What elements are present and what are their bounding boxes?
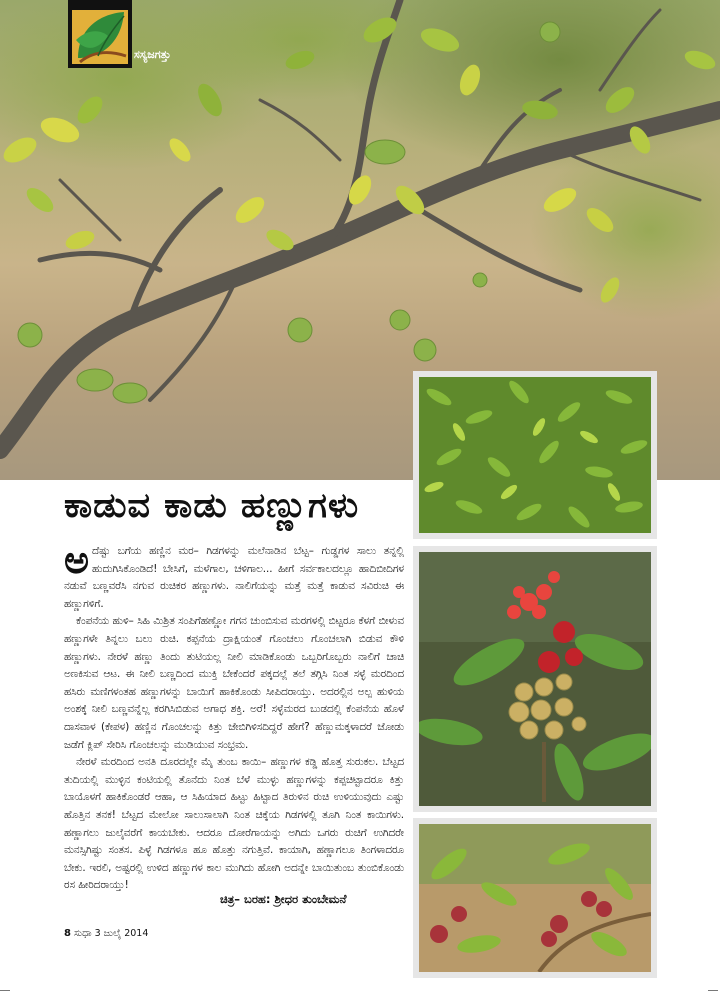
article-title: ಕಾಡುವ ಕಾಡು ಹಣ್ಣುಗಳು [64, 486, 360, 526]
photo-shrub-leaves [413, 371, 657, 539]
leaf-logo-icon [68, 0, 132, 68]
paragraph-1-text: ದೆಷ್ಟು ಬಗೆಯ ಹಣ್ಣಿನ ಮರ– ಗಿಡಗಳನ್ನು ಮಲೆನಾಡಿನ ಬೆಟ್ಟ– ಗುಡ್ಡಗಳ ಸಾಲು ತನ್ನಲ್ಲಿ ಹುದುಗಿಸಿಕೊಂಡಿದೆ! ಬೇಸಿಗೆ, ಮಳೆಗಾಲ, ಚಳಿಗಾಲ... ಹೀಗೆ ಸರ್ವಕಾಲದಲ್ಲೂ ಹಾದಿಬೀದಿಗಳ ನಡುವೆ ಬಣ್ಣವರೆಸಿ ನಗುವ ರುಚಿಕರ ಹಣ್ಣುಗಳು. ನಾಲಿಗೆಯನ್ನು ಮತ್ತೆ ಮತ್ತೆ ಕಾಡುವ ಸವಿರುಚಿ ಈ ಹಣ್ಣುಗಳಿಗೆ. [64, 545, 404, 610]
publication-date: ಸುಧಾ 3 ಜುಲೈ 2014 [74, 928, 149, 939]
section-logo [68, 0, 132, 68]
article-body [64, 538, 404, 895]
paragraph-3: ನೇರಳೆ ಮರದಿಂದ ಅನತಿ ದೂರದಲ್ಲೇ ಮೈ ತುಂಬ ಕಾಯಿ– ಹಣ್ಣುಗಳ ಕಡ್ಡಿ ಹೊತ್ತ ಸುರುಕಲ. ಬೆಟ್ಟದ ತುದಿಯಲ್ಲಿ ಮುಳ್ಳಿನ ಕಂಟಿಯಲ್ಲಿ ತೊನೆದು ನಿಂತ ಬೆಳೆ ಮುಳ್ಳು ಹಣ್ಣುಗಳನ್ನು ಕಪ್ಪಚಿಟ್ಟಾದರೂ ಕಿತ್ತು ಬಾಯೊಳಗೆ ಹಾಕಿಕೊಂಡರೆ ಆಹಾ, ಆ ಸಿಹಿಯಾದ ಹಿಟ್ಟು ಹಿಟ್ಟಾದ ತಿರುಳಿನ ರುಚಿ ಉಳಿಯುವುದು ಎಷ್ಟು ಹೊತ್ತಿನ ತನಕ! ಬೆಟ್ಟದ ಮೇಲೋ ಸಾಲುಸಾಲಾಗಿ ನಿಂತ ಚಿಕ್ಕೆಯ ಗಿಡಗಳಲ್ಲಿ ತೂಗಿ ನಿಂತ ಕಾಯಿಗಳು. ಹಣ್ಣಾಗಲು ಜುಲೈವರೆಗೆ ಕಾಯಬೇಕು. ಆದರೂ ದೋರೆಗಾಯನ್ನು ಅಗಿದು ಒಗರು ರುಚಿಗೆ ಉಗಿದರೇ ಮನಸ್ಸಿಗಿಷ್ಟು ಸಂತಸ. ಪಿಳ್ಳೆ ಗಿಡಗಳೂ ಹೂ ಹೊತ್ತು ನಗುತ್ತಿವೆ. ಕಾಯಾಗಿ, ಹಣ್ಣಾಗಲೂ ತಿಂಗಳಾದರೂ ಬೇಕು. ಇರಲಿ, ಅಷ್ಟರಲ್ಲಿ ಉಳಿದ ಹಣ್ಣುಗಳ ಕಾಲ ಮುಗಿದು ಹೋಗಿ ಅದನ್ನೇ ಬಾಯಿತುಂಬ ತುಂಬಿಕೊಂಡು ರಸ ಹೀರಿದರಾಯ್ತು! [64, 756, 404, 892]
dropcap: ಅ [64, 538, 90, 582]
photo-berries-flowers [413, 546, 657, 812]
photo-red-berries-branch [413, 818, 657, 978]
paragraph-1 [64, 538, 404, 613]
page-number: 8 [64, 928, 71, 939]
paragraph-2: ಕೆಂಪನೆಯ ಹುಳಿ– ಸಿಹಿ ಮಿಶ್ರಿತ ಸಂಪಿಗೆಹಣ್ಣೋ ಗಗನ ಚುಂಬಿಸುವ ಮರಗಳಲ್ಲಿ ಬಿಟ್ಟರೂ ಕೆಳಗೆ ಬೀಳುವ ಹಣ್ಣುಗಳೇ ತಿನ್ನಲು ಬಲು ರುಚಿ. ಕಪ್ಪನೆಯ ದ್ರಾಕ್ಷಿಯಂತೆ ಗೊಂಚಲು ಗೊಂಚಲಾಗಿ ಬಿಡುವ ಕೌಳಿ ಹಣ್ಣುಗಳು. ನೇರಳೆ ಹಣ್ಣು ತಿಂದು ತುಟಿಯಲ್ಲ ನೀಲಿ ಮಾಡಿಕೊಂಡು ಒಬ್ಬರಿಗೊಬ್ಬರು ನಾಲಿಗೆ ಚಾಚಿ ಅಣಕಿಸುವ ಆಟ. ಈ ನೀಲಿ ಬಣ್ಣದಿಂದ ಮುಕ್ತಿ ಬೇಕೆಂದರೆ ಪಕ್ಕದಲ್ಲೆ ತಲೆ ತಗ್ಗಿಸಿ ನಿಂತ ಸಳ್ಳೆ ಮರದಿಂದ ಹಸಿರು ಮಣಿಗಳಂತಹ ಹಣ್ಣುಗಳನ್ನು ಬಾಯಿಗೆ ಹಾಕಿಕೊಂಡು ಸೀಪಿದರಾಯ್ತು. ಅದರಲ್ಲಿನ ಅಲ್ಪ ಹುಳಿಯ ಅಂಶಕ್ಕೆ ನೀಲಿ ಬಣ್ಣವನ್ನೆಲ್ಲ ಕರಗಿಸಿಬಿಡುವ ಅಗಾಧ ಶಕ್ತಿ. ಅರೆ! ಸಳ್ಳೆಮರದ ಬುಡದಲ್ಲಿ ಕೆಂಪನೆಯ ಹೊಳೆ ದಾಸವಾಳ (ಕೇಪಳ) ಹಣ್ಣಿನ ಗೊಂಚಲನ್ನು ಕಿತ್ತು ಜೇಬಿಗಿಳಿಸದಿದ್ದರೆ ಹೇಗೆ? ಹೆಣ್ಣುಮಕ್ಕಳಾದರೆ ಜೋಡು ಜಡೆಗೆ ಕ್ಲಿಪ್ ಸೇರಿಸಿ ಗೊಂಚಲನ್ನು ಮುಡಿಯುವ ಸಂಭ್ರಮ. [64, 615, 404, 751]
section-label: ಸಸ್ಯಜಗತ್ತು [134, 48, 171, 61]
crop-mark [708, 990, 718, 1001]
page-footer [64, 928, 148, 939]
crop-mark [0, 990, 10, 1001]
photo-text-credit: ಚಿತ್ರ– ಬರಹ: ಶ್ರೀಧರ ತುಂಬೇಮನೆ [220, 892, 347, 906]
